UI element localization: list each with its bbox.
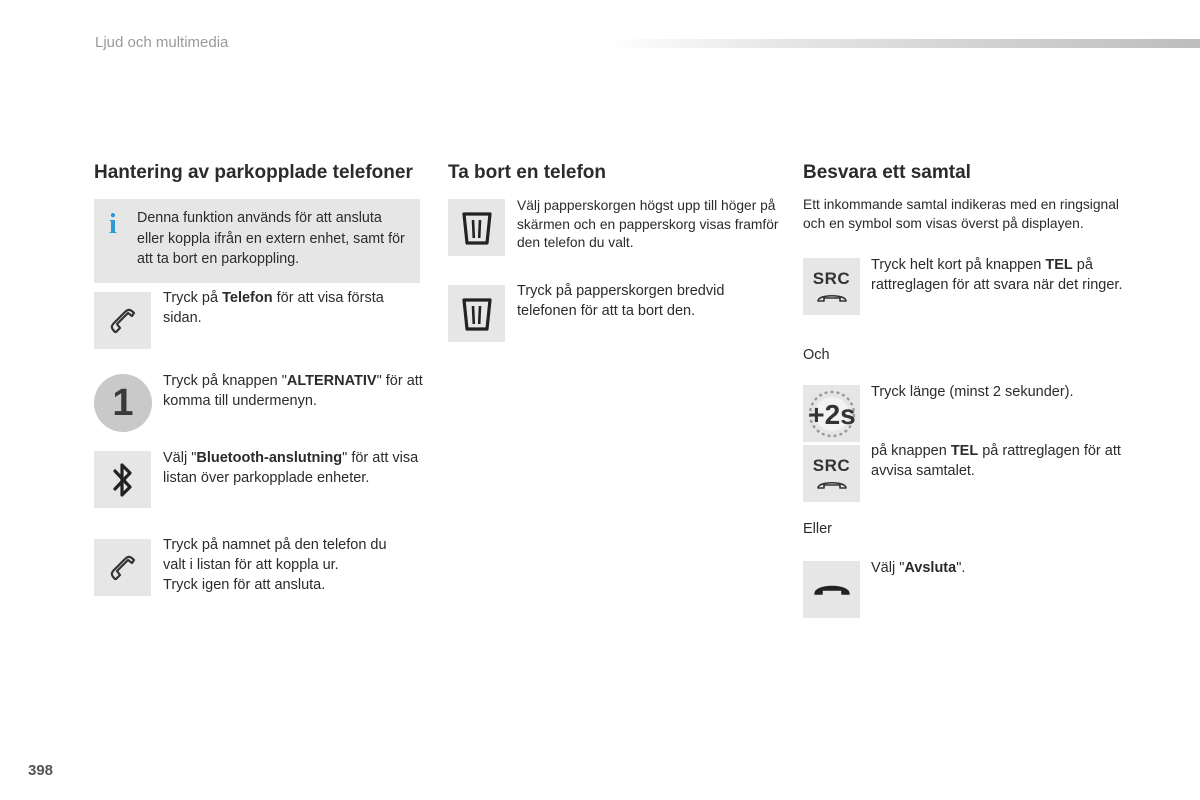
phone-handset-icon bbox=[94, 539, 151, 596]
page-number: 398 bbox=[28, 762, 54, 779]
eller-label: Eller bbox=[803, 521, 833, 537]
step-select-phone: Tryck på namnet på den telefon du valt i listan för att koppla ur. Tryck igen för att ansluta. bbox=[163, 537, 387, 593]
step-avsluta: Välj "Avsluta". bbox=[871, 560, 966, 576]
hang-up-icon bbox=[803, 561, 860, 618]
trash-icon bbox=[448, 285, 505, 342]
step-reject-call: på knappen TEL på rattreglagen för att avvisa samtalet. bbox=[871, 443, 1121, 479]
step-bluetooth: Välj "Bluetooth-anslutning" för att visa listan över parkopplade enheter. bbox=[163, 450, 419, 486]
info-text: Denna funktion används för att ansluta eller koppla ifrån en extern enhet, samt för att ta bort en parkoppling. bbox=[137, 210, 405, 267]
bluetooth-icon bbox=[94, 451, 151, 508]
info-icon: i bbox=[109, 209, 117, 240]
number-one-icon: 1 bbox=[94, 374, 152, 432]
step-alternativ: Tryck på knappen "ALTERNATIV" för att komma till undermenyn. bbox=[163, 373, 423, 409]
trash-icon bbox=[448, 199, 505, 256]
section-title: Ljud och multimedia bbox=[95, 34, 229, 51]
heading-paired-phones: Hantering av parkopplade telefoner bbox=[94, 162, 413, 183]
och-label: Och bbox=[803, 347, 830, 363]
step-press-trash: Tryck på papperskorgen bredvid telefonen för att ta bort den. bbox=[517, 283, 725, 319]
phone-handset-icon bbox=[94, 292, 151, 349]
svg-text:+2s: +2s bbox=[807, 398, 856, 430]
heading-remove-phone: Ta bort en telefon bbox=[448, 162, 606, 183]
step-select-trash: Välj papperskorgen högst upp till höger på skärmen och en papperskorg visas framför den telefon du valt. bbox=[517, 198, 779, 250]
hold-2s-icon bbox=[803, 385, 860, 442]
src-button-icon: SRC bbox=[803, 445, 860, 502]
heading-answer-call: Besvara ett samtal bbox=[803, 162, 971, 183]
step-telefon: Tryck på Telefon för att visa första sidan. bbox=[163, 290, 384, 326]
info-box bbox=[94, 199, 420, 283]
header-decoration-bar bbox=[605, 39, 1200, 48]
step-long-press: Tryck länge (minst 2 sekunder). bbox=[871, 384, 1074, 400]
step-press-tel: Tryck helt kort på knappen TEL på rattreglagen för att svara när det ringer. bbox=[871, 257, 1123, 293]
src-button-icon: SRC bbox=[803, 258, 860, 315]
intro-text: Ett inkommande samtal indikeras med en ringsignal och en symbol som visas överst på displayen. bbox=[803, 197, 1119, 231]
